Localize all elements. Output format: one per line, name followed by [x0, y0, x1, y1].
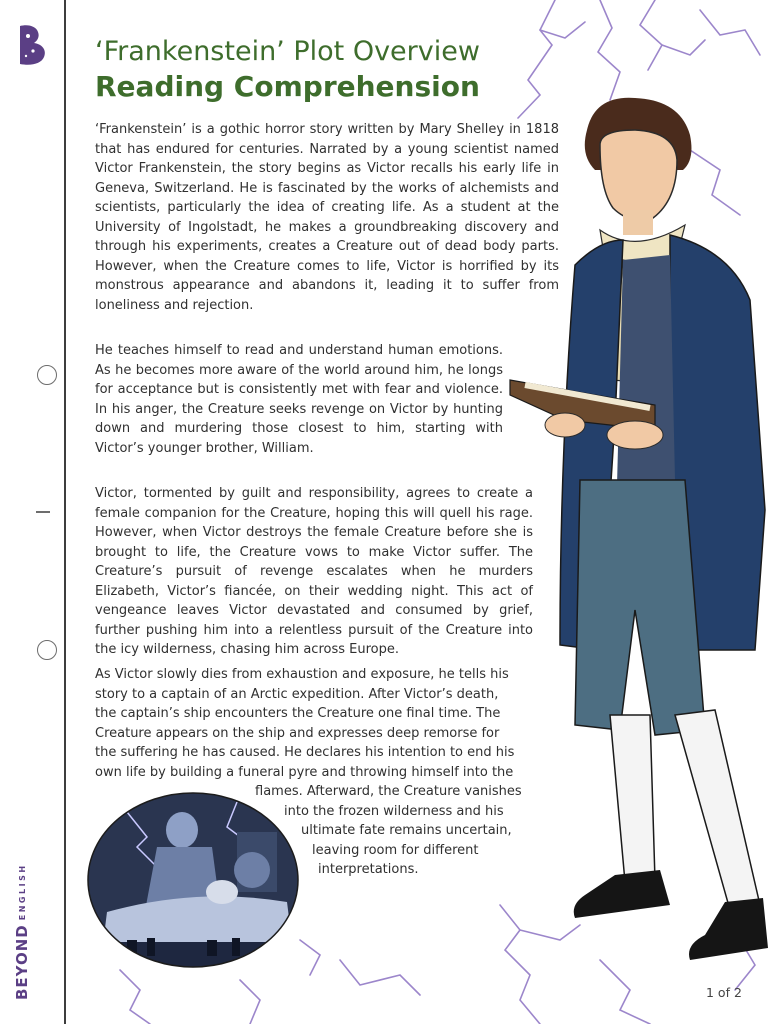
page-title: ‘Frankenstein’ Plot Overview: [95, 36, 480, 67]
binder-hole-icon: [37, 365, 57, 385]
fold-mark: [36, 511, 50, 513]
paragraph-3: Victor, tormented by guilt and responsibility, agrees to create a female companion for the Creature, hoping this will quell his rage. However, when Victor destroys the female Creature before she is brought to life, the Creature vows to make Victor suffer. The Creature’s pursuit of revenge escalates when he murders Elizabeth, Victor’s fiancée, on their wedding night. This act of vengeance leaves Victor devastated and consumed by grief, further pushing him into a relentless pursuit of the Creature into the icy wilderness, chasing him across Europe.: [95, 486, 533, 657]
brand-name: BEYOND: [13, 924, 31, 1000]
page-number: 1 of 2: [706, 985, 742, 1000]
paragraph-2: He teaches himself to read and understand human emotions. As he becomes more aware of the world around him, he longs for acceptance but is consistently met with fear and violence. In his anger, the Creature seeks revenge on Victor by hunting down and murdering those closest to him, starting with Victor’s younger brother, William.: [95, 343, 503, 456]
creature-creation-vignette: [87, 792, 299, 968]
paragraph-1: ‘Frankenstein’ is a gothic horror story written by Mary Shelley in 1818 that has endured for centuries. Narrated by a young scientist named Victor Frankenstein, the story begins as Victor recalls his early life in Geneva, Switzerland. He is fascinated by the works of alchemists and scientists, particularly the idea of creating life. As a student at the University of Ingolstadt, he makes a groundbreaking discovery and through his experiments, creates a Creature out of dead body parts. However, when the Creature comes to life, Victor is horrified by its monstrous appearance and abandons it, leading it to suffer from loneliness and rejection.: [95, 122, 559, 313]
page-subtitle: Reading Comprehension: [95, 70, 480, 103]
paragraph-4-line: the suffering he has caused. He declares his intention to end his: [95, 745, 515, 760]
margin-rule: [64, 0, 66, 1024]
paragraph-4-line: flames. Afterward, the Creature vanishes: [255, 784, 522, 799]
binder-hole-icon: [37, 640, 57, 660]
victor-frankenstein-figure: [505, 90, 768, 970]
paragraph-4-line: interpretations.: [318, 862, 419, 877]
paragraph-4-line: As Victor slowly dies from exhaustion and exposure, he tells his: [95, 667, 509, 682]
paragraph-4-line: own life by building a funeral pyre and throwing himself into the: [95, 764, 514, 780]
paragraph-4-line: the captain’s ship encounters the Creature one final time. The: [95, 706, 501, 721]
brand-subname: ENGLISH: [18, 863, 27, 921]
beyond-logo-icon: [14, 24, 52, 66]
paragraph-4-line: ultimate fate remains uncertain,: [301, 823, 512, 838]
paragraph-4-line: into the frozen wilderness and his: [284, 803, 504, 819]
paragraph-4-line: leaving room for different: [312, 842, 479, 858]
paragraph-4-line: Creature appears on the ship and expresses deep remorse for: [95, 725, 500, 741]
paragraph-4-line: story to a captain of an Arctic expedition. After Victor’s death,: [95, 686, 499, 702]
brand-wordmark: [12, 863, 31, 1000]
